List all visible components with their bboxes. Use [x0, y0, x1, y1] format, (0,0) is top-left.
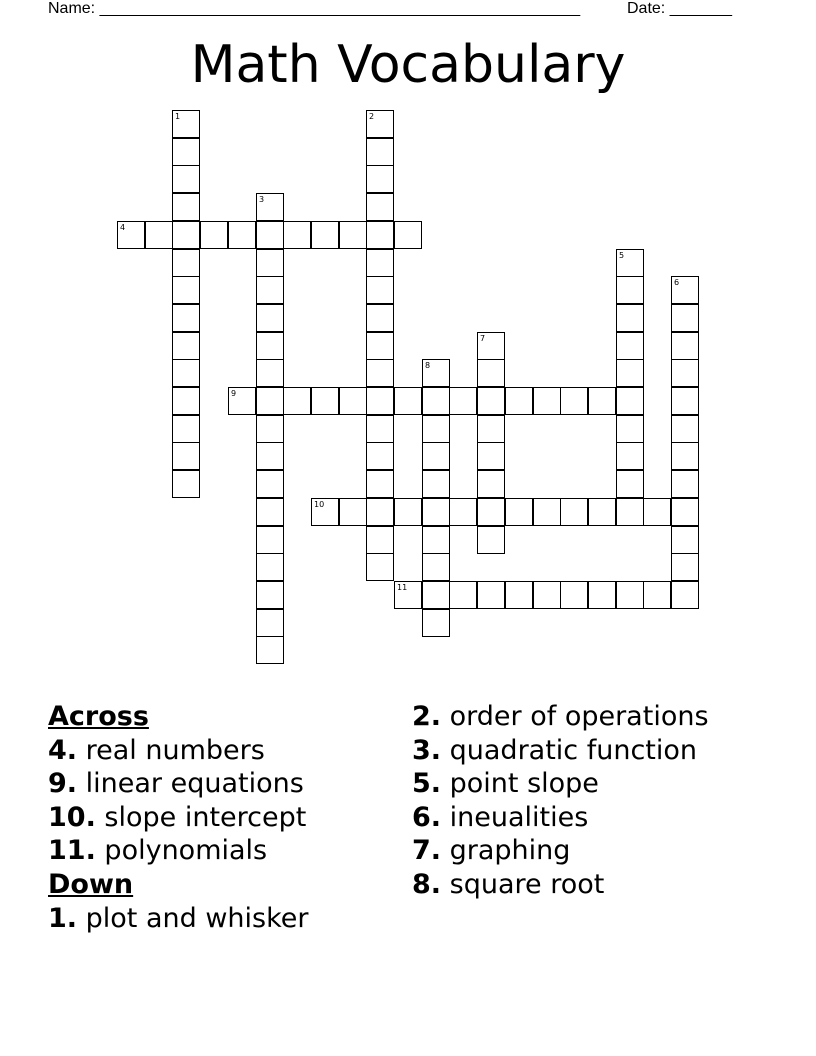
crossword-cell[interactable] — [616, 276, 644, 304]
across-heading: Across — [48, 701, 149, 732]
crossword-cell[interactable] — [449, 498, 477, 526]
clues-left-column — [48, 700, 309, 935]
clue-number: 4. — [48, 734, 78, 766]
crossword-cell[interactable] — [283, 221, 311, 249]
crossword-cell[interactable] — [311, 221, 339, 249]
clue-across-4 — [48, 734, 309, 768]
crossword-cell[interactable] — [477, 526, 505, 554]
crossword-cell[interactable] — [616, 498, 644, 526]
crossword-cell[interactable] — [172, 470, 200, 498]
clue-across-9 — [48, 767, 309, 801]
clue-down-1 — [48, 902, 309, 936]
date-field[interactable]: Date: _______ — [627, 0, 732, 17]
crossword-cell[interactable] — [366, 221, 394, 249]
crossword-cell[interactable] — [283, 387, 311, 415]
crossword-cell[interactable] — [616, 415, 644, 443]
clue-number: 11. — [48, 835, 96, 867]
crossword-cell[interactable] — [671, 581, 699, 609]
crossword-cell[interactable] — [256, 332, 284, 360]
crossword-cell[interactable] — [366, 249, 394, 277]
crossword-cell[interactable] — [560, 498, 588, 526]
clue-down-6 — [412, 801, 709, 835]
crossword-cell[interactable] — [256, 636, 284, 664]
clue-text: plot and whisker — [77, 902, 309, 934]
clue-down-7 — [412, 834, 709, 868]
crossword-cell[interactable] — [449, 387, 477, 415]
crossword-cell[interactable] — [671, 526, 699, 554]
crossword-cell[interactable] — [366, 470, 394, 498]
crossword-cell[interactable] — [256, 249, 284, 277]
crossword-cell[interactable] — [671, 415, 699, 443]
page-title: Math Vocabulary — [190, 35, 626, 95]
crossword-cell[interactable] — [256, 276, 284, 304]
crossword-cell[interactable] — [588, 581, 616, 609]
cell-number: 6 — [674, 278, 680, 287]
cell-number: 7 — [480, 334, 486, 343]
crossword-cell[interactable] — [394, 581, 422, 609]
crossword-cell[interactable] — [339, 498, 367, 526]
crossword-cell[interactable] — [172, 304, 200, 332]
crossword-cell[interactable] — [477, 581, 505, 609]
crossword-cell[interactable] — [117, 221, 145, 249]
crossword-cell[interactable] — [366, 442, 394, 470]
crossword-cell[interactable] — [172, 276, 200, 304]
crossword-cell[interactable] — [172, 221, 200, 249]
crossword-cell[interactable] — [172, 359, 200, 387]
crossword-cell[interactable] — [533, 498, 561, 526]
crossword-cell[interactable] — [145, 221, 173, 249]
cell-number: 11 — [397, 583, 408, 592]
crossword-cell[interactable] — [588, 498, 616, 526]
clue-number: 5. — [412, 768, 442, 800]
crossword-cell[interactable] — [560, 581, 588, 609]
clue-text: real numbers — [77, 734, 265, 766]
crossword-cell[interactable] — [671, 359, 699, 387]
crossword-cell[interactable] — [422, 526, 450, 554]
crossword-cell[interactable] — [505, 581, 533, 609]
crossword-cell[interactable] — [422, 415, 450, 443]
crossword-cell[interactable] — [422, 359, 450, 387]
crossword-cell[interactable] — [172, 249, 200, 277]
clue-across-10 — [48, 801, 309, 835]
crossword-cell[interactable] — [422, 470, 450, 498]
crossword-cell[interactable] — [671, 332, 699, 360]
crossword-cell[interactable] — [228, 387, 256, 415]
crossword-cell[interactable] — [256, 359, 284, 387]
crossword-cell[interactable] — [256, 581, 284, 609]
crossword-cell[interactable] — [616, 359, 644, 387]
cell-number: 1 — [175, 112, 181, 121]
crossword-cell[interactable] — [671, 553, 699, 581]
crossword-cell[interactable] — [616, 332, 644, 360]
crossword-cell[interactable] — [616, 470, 644, 498]
clue-text: slope intercept — [95, 801, 307, 833]
crossword-cell[interactable] — [671, 304, 699, 332]
crossword-cell[interactable] — [172, 138, 200, 166]
cell-number: 5 — [619, 251, 625, 260]
clue-text: point slope — [441, 768, 599, 800]
crossword-cell[interactable] — [366, 526, 394, 554]
crossword-cell[interactable] — [477, 442, 505, 470]
crossword-cell[interactable] — [477, 359, 505, 387]
crossword-cell[interactable] — [671, 442, 699, 470]
crossword-cell[interactable] — [366, 304, 394, 332]
crossword-cell[interactable] — [256, 387, 284, 415]
crossword-cell[interactable] — [394, 387, 422, 415]
clue-text: linear equations — [77, 768, 304, 800]
crossword-cell[interactable] — [422, 498, 450, 526]
crossword-cell[interactable] — [172, 442, 200, 470]
crossword-cell[interactable] — [422, 442, 450, 470]
cell-number: 10 — [314, 500, 325, 509]
crossword-cell[interactable] — [366, 138, 394, 166]
crossword-cell[interactable] — [256, 526, 284, 554]
down-heading: Down — [48, 868, 134, 900]
clue-text: square root — [441, 868, 605, 900]
crossword-cell[interactable] — [422, 609, 450, 637]
crossword-cell[interactable] — [256, 470, 284, 498]
clue-text: quadratic function — [441, 734, 698, 766]
crossword-cell[interactable] — [366, 193, 394, 221]
crossword-cell[interactable] — [560, 387, 588, 415]
crossword-cell[interactable] — [616, 581, 644, 609]
crossword-cell[interactable] — [366, 387, 394, 415]
clue-down-5 — [412, 767, 709, 801]
clue-text: polynomials — [95, 835, 268, 867]
crossword-cell[interactable] — [477, 498, 505, 526]
crossword-cell[interactable] — [616, 387, 644, 415]
clues-right-column — [412, 700, 709, 902]
crossword-cell[interactable] — [616, 304, 644, 332]
clue-number: 10. — [48, 801, 96, 833]
clue-number: 6. — [412, 801, 442, 833]
crossword-cell[interactable] — [256, 498, 284, 526]
crossword-cell[interactable] — [588, 387, 616, 415]
clue-down-2 — [412, 700, 709, 734]
crossword-cell[interactable] — [366, 415, 394, 443]
crossword-cell[interactable] — [449, 581, 477, 609]
name-field[interactable]: Name: ______________________________________________________ — [48, 0, 581, 17]
crossword-cell[interactable] — [394, 498, 422, 526]
cell-number: 4 — [120, 223, 126, 232]
crossword-cell[interactable] — [643, 498, 671, 526]
crossword-cell[interactable] — [339, 221, 367, 249]
crossword-cell[interactable] — [477, 387, 505, 415]
crossword-cell[interactable] — [256, 221, 284, 249]
crossword-cell[interactable] — [616, 249, 644, 277]
crossword-cell[interactable] — [366, 498, 394, 526]
crossword-cell[interactable] — [533, 387, 561, 415]
crossword-cell[interactable] — [200, 221, 228, 249]
cell-number: 8 — [425, 361, 431, 370]
crossword-cell[interactable] — [172, 387, 200, 415]
clue-number: 3. — [412, 734, 442, 766]
crossword-cell[interactable] — [671, 498, 699, 526]
crossword-cell[interactable] — [505, 498, 533, 526]
clue-number: 8. — [412, 868, 442, 900]
cell-number: 9 — [231, 389, 237, 398]
crossword-cell[interactable] — [311, 498, 339, 526]
crossword-cell[interactable] — [172, 415, 200, 443]
crossword-cell[interactable] — [394, 221, 422, 249]
crossword-cell[interactable] — [366, 276, 394, 304]
cell-number: 2 — [369, 112, 375, 121]
crossword-cell[interactable] — [477, 415, 505, 443]
crossword-cell[interactable] — [256, 415, 284, 443]
clue-number: 1. — [48, 902, 78, 934]
crossword-cell[interactable] — [256, 442, 284, 470]
crossword-cell[interactable] — [339, 387, 367, 415]
crossword-cell[interactable] — [172, 193, 200, 221]
clue-down-3 — [412, 734, 709, 768]
crossword-cell[interactable] — [671, 387, 699, 415]
crossword-cell[interactable] — [422, 581, 450, 609]
crossword-cell[interactable] — [228, 221, 256, 249]
crossword-cell[interactable] — [311, 387, 339, 415]
crossword-cell[interactable] — [671, 470, 699, 498]
clue-text: graphing — [441, 835, 571, 867]
crossword-cell[interactable] — [505, 387, 533, 415]
crossword-cell[interactable] — [477, 332, 505, 360]
crossword-cell[interactable] — [533, 581, 561, 609]
crossword-cell[interactable] — [256, 193, 284, 221]
clue-number: 7. — [412, 835, 442, 867]
crossword-cell[interactable] — [422, 387, 450, 415]
crossword-cell[interactable] — [172, 110, 200, 138]
crossword-cell[interactable] — [256, 304, 284, 332]
crossword-cell[interactable] — [366, 553, 394, 581]
clue-number: 9. — [48, 768, 78, 800]
crossword-cell[interactable] — [256, 609, 284, 637]
crossword-cell[interactable] — [366, 359, 394, 387]
clue-text: order of operations — [441, 701, 709, 732]
clue-text: ineualities — [441, 801, 589, 833]
clue-number: 2. — [412, 701, 442, 732]
crossword-cell[interactable] — [172, 332, 200, 360]
crossword-cell[interactable] — [366, 165, 394, 193]
clue-across-11 — [48, 834, 309, 868]
crossword-cell[interactable] — [256, 553, 284, 581]
crossword-cell[interactable] — [366, 332, 394, 360]
clue-down-8 — [412, 868, 709, 902]
crossword-cell[interactable] — [366, 110, 394, 138]
crossword-cell[interactable] — [422, 553, 450, 581]
crossword-cell[interactable] — [172, 165, 200, 193]
crossword-cell[interactable] — [477, 470, 505, 498]
cell-number: 3 — [259, 195, 265, 204]
crossword-cell[interactable] — [616, 442, 644, 470]
crossword-cell[interactable] — [643, 581, 671, 609]
crossword-cell[interactable] — [671, 276, 699, 304]
